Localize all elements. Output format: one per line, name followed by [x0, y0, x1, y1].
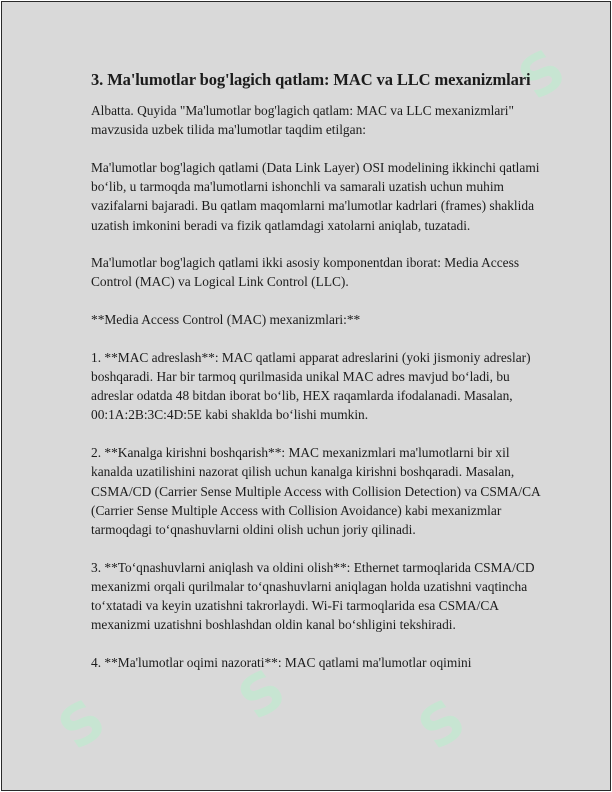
- paragraph-collision: 3. **To‘qnashuvlarni aniqlash va oldini olish**: Ethernet tarmoqlarida CSMA/CD mexanizmi orqali qurilmalar to‘qnashuvlarni aniqlagan holda uzatishni vaqtincha to‘xtatadi va keyin uzatishni takrorlaydi. Wi-Fi tarmoqlarida esa CSMA/CA mexanizmi uzatishni boshlashdan oldin kanal bo‘shligini tekshiradi.: [91, 559, 535, 633]
- watermark-logo-icon: S: [507, 35, 580, 114]
- paragraph-mac-addressing: 1. **MAC adreslash**: MAC qatlami apparat adreslarini (yoki jismoniy adreslar) boshqaradi. Har bir tarmoq qurilmasida unikal MAC adres mavjud bo‘ladi, bu adreslar odatda 48 bitdan iborat bo‘lib, HEX raqamlarda ifodalanadi. Masalan, 00:1A:2B:3C:4D:5E kabi shaklda bo‘lishi mumkin.: [91, 349, 531, 423]
- paragraph-data-link-layer: Ma'lumotlar bog'lagich qatlami (Data Link Layer) OSI modelining ikkinchi qatlami bo‘lib, u tarmoqda ma'lumotlarni ishonchli va samarali uzatish uchun muhim vazifalarni bajaradi. Bu qatlam maqomlarni ma'lumotlar kadrlari (frames) shaklida uzatish imkonini beradi va fizik qatlamdagi xatolarni aniqlab, tuzatadi.: [91, 159, 540, 233]
- paragraph-flow-control: 4. **Ma'lumotlar oqimi nazorati**: MAC qatlami ma'lumotlar oqimini: [91, 654, 472, 670]
- document-page: [1, 1, 611, 791]
- watermark-logo-icon: S: [407, 685, 480, 764]
- document-body: [91, 70, 546, 691]
- paragraph-intro: Albatta. Quyida "Ma'lumotlar bog'lagich qatlam: MAC va LLC mexanizmlari" mavzusida uzbek tilida ma'lumotlar taqdim etilgan:: [91, 103, 514, 138]
- paragraph-channel-access: 2. **Kanalga kirishni boshqarish**: MAC mexanizmlari ma'lumotlarni bir xil kanalda uzatilishini nazorat qilish uchun kanalga kirishni boshqaradi. Masalan, CSMA/CD (Carrier Sense Multiple Access with Collision Detection) va CSMA/CA (Carrier Sense Multiple Access with Collision Avoidance) kabi mexanizmlar tarmoqdagi to‘qnashuvlarni oldini olish uchun joriy qilinadi.: [91, 445, 540, 537]
- watermark-logo-icon: S: [47, 685, 120, 764]
- section-title: 3. Ma'lumotlar bog'lagich qatlam: MAC va LLC mexanizmlari: [91, 70, 531, 89]
- paragraph-mac-heading: **Media Access Control (MAC) mexanizmlari:**: [91, 312, 361, 328]
- watermark-logo-icon: S: [227, 655, 300, 734]
- paragraph-components: Ma'lumotlar bog'lagich qatlami ikki asosiy komponentdan iborat: Media Access Control (MAC) va Logical Link Control (LLC).: [91, 255, 520, 290]
